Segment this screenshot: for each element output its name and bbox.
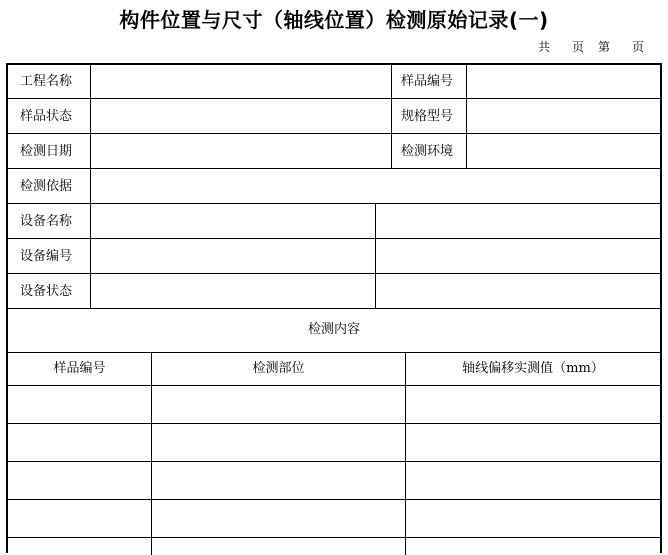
- equip-name-label: 设备名称: [20, 214, 73, 229]
- col-header-test-location: 检测部位: [252, 361, 305, 376]
- sample-state-label: 样品状态: [20, 109, 73, 124]
- test-basis-label: 检测依据: [20, 179, 73, 194]
- equip-no-label: 设备编号: [20, 249, 73, 264]
- project-name-label: 工程名称: [20, 74, 73, 89]
- number-label: 第: [597, 40, 610, 54]
- col-header-offset-value: 轴线偏移实测值（mm）: [462, 361, 604, 376]
- page-label: 页: [571, 40, 584, 54]
- test-env-label: 检测环境: [401, 144, 454, 159]
- total-label: 共: [537, 40, 550, 54]
- sample-no-label: 样品编号: [401, 74, 454, 89]
- page-info: [538, 38, 644, 55]
- equip-state-label: 设备状态: [20, 284, 73, 299]
- col-header-sample-no: 样品编号: [53, 361, 106, 376]
- test-date-label: 检测日期: [20, 144, 73, 159]
- test-content-heading: 检测内容: [307, 322, 360, 337]
- page-label-2: 页: [631, 40, 644, 54]
- record-form: [6, 63, 662, 553]
- spec-model-label: 规格型号: [401, 109, 454, 124]
- document-title: 构件位置与尺寸（轴线位置）检测原始记录(一): [119, 8, 549, 32]
